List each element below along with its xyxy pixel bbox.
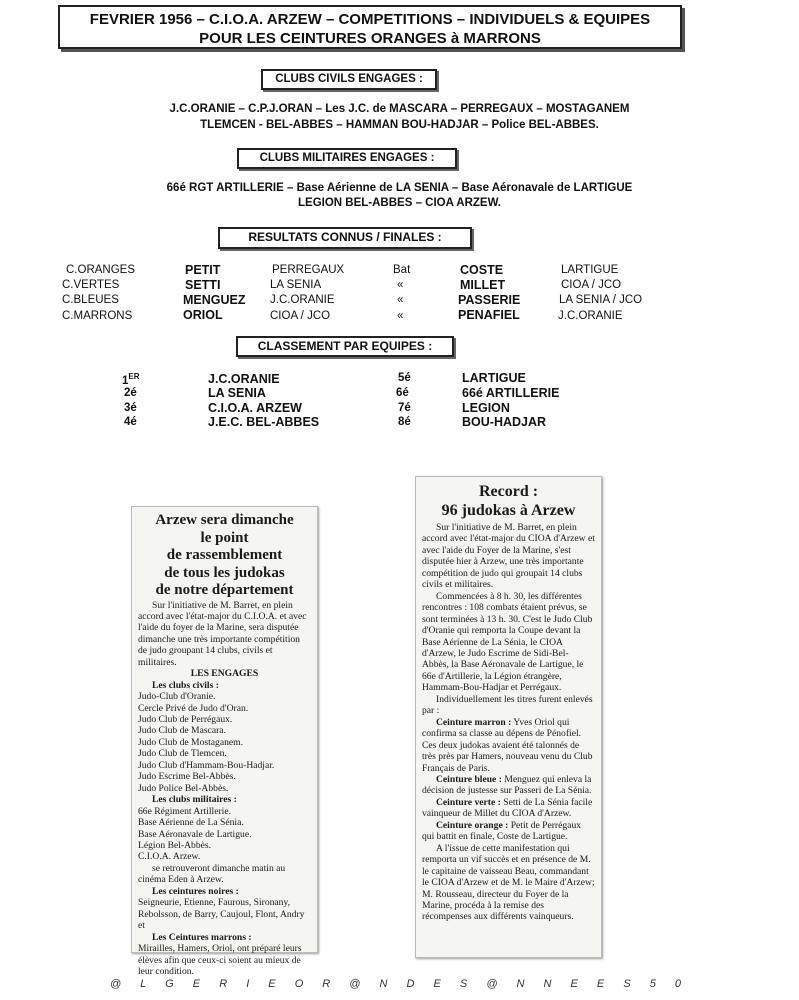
clipping-line: Base Aéronavale de Lartigue. [138, 828, 252, 840]
clipping-headline: Arzew sera dimanche le point de rassemblement de tous les judokas de notre département [155, 512, 294, 598]
loser-club: LARTIGUE [561, 264, 619, 276]
ranking-label: CLASSEMENT PAR EQUIPES : [236, 336, 454, 357]
versus: « [397, 294, 404, 306]
clipping-subhead: Les clubs militaires : [152, 794, 237, 806]
loser: COSTE [460, 263, 504, 277]
civil-clubs-line-1: J.C.ORANIE – C.P.J.ORAN – Les J.C. de MASCARA – PERREGAUX – MOSTAGANEM [169, 103, 630, 115]
clipping-line: Judo Club de Mostaganem. [138, 736, 243, 748]
clipping-subhead: Les Ceintures marrons : [152, 931, 252, 943]
winner-club: J.C.ORANIE [270, 294, 335, 306]
belt: C.BLEUES [62, 294, 119, 306]
rank-number: 6é [396, 387, 409, 399]
belt: C.VERTES [62, 279, 120, 291]
clipping-intro: Sur l'initiative de M. Barret, en plein accord avec l'état-major du C.I.O.A. et avec l'aide du foyer de la Marine, sera disputée dimanche une très importante compétition de judo groupant 14 clubs, civils et militaires. [138, 599, 307, 668]
clipping-paragraph: Mirailles, Hamers, Oriol, ont préparé leurs élèves afin que ceux-ci soient au mieux de leur condition. [138, 943, 302, 977]
results-label: RESULTATS CONNUS / FINALES : [218, 227, 472, 249]
team-name: BOU-HADJAR [462, 415, 547, 429]
winner-club: LA SENIA [270, 279, 322, 291]
team-name: 66é ARTILLERIE [462, 386, 560, 400]
loser-club: LA SENIA / JCO [559, 294, 643, 306]
team-name: LARTIGUE [462, 371, 526, 385]
clipping-line: Judo-Club d'Oranie. [138, 691, 216, 703]
clipping-headline: Record : 96 judokas à Arzew [441, 483, 576, 519]
versus: « [397, 279, 404, 291]
clipping-line: Judo Club de Perrégaux. [138, 714, 233, 726]
clipping-paragraph: Seigneurie, Etienne, Faurous, Sironany, Rebolsson, de Barry, Caujoul, Flont, Andry et [138, 897, 305, 932]
clipping-line: Base Aérienne de La Sénia. [138, 817, 244, 829]
clipping-line: C.I.O.A. Arzew. [138, 851, 201, 863]
team-name: LEGION [462, 401, 510, 415]
clipping-paragraph: A l'issue de cette manifestation qui remporta un vif succès et en présence de M. le capitaine de vaisseau Beau, commandant le CIOA d'Arzew et de M. le Maire d'Arzew; M. Rousseau, directeur du Foyer de la Marine, procéda à la remise des récompenses aux différents vainqueurs. [422, 842, 595, 923]
winner-club: CIOA / JCO [270, 310, 331, 322]
title-line-2: POUR LES CEINTURES ORANGES à MARRONS [199, 30, 541, 47]
winner: ORIOL [183, 308, 223, 322]
rank-number: 5é [398, 372, 411, 384]
clipping-line: Judo Club d'Hammam-Bou-Hadjar. [138, 759, 275, 771]
clipping-line: Judo Club de Tlemcen. [138, 748, 227, 760]
loser-club: J.C.ORANIE [558, 310, 623, 322]
military-clubs-label: CLUBS MILITAIRES ENGAGES : [237, 148, 457, 169]
footer-watermark: @ L G E R I E O R @ N D E S @ N N E E S 5 0 [109, 978, 690, 990]
rank-number: 3é [124, 402, 137, 414]
winner-club: PERREGAUX [272, 264, 345, 276]
clipping-paragraph: Individuellement les titres furent enlevés par : [422, 693, 593, 717]
clipping-line: Judo Club de Mascara. [138, 725, 226, 737]
winner: PETIT [185, 263, 221, 277]
title-line-1: FEVRIER 1956 – C.I.O.A. ARZEW – COMPETITIONS – INDIVIDUELS & EQUIPES [89, 11, 651, 28]
clipping-line: Cercle Privé de Judo d'Oran. [138, 702, 249, 714]
loser: PASSERIE [458, 293, 521, 307]
rank-number: 2é [124, 387, 137, 399]
rank-number: 1ER [122, 372, 140, 387]
page-title-box [58, 5, 682, 49]
belt: C.MARRONS [62, 310, 133, 322]
rank-number: 4é [124, 416, 137, 428]
clipping-subhead: Les clubs civils : [152, 679, 219, 691]
versus: « [397, 310, 404, 322]
loser-club: CIOA / JCO [561, 279, 622, 291]
newspaper-clipping-right [415, 476, 602, 958]
civil-clubs-label: CLUBS CIVILS ENGAGES : [261, 69, 437, 90]
clipping-paragraph: Ceinture marron : Yves Oriol qui confirma sa classe au dépens de Pénofiel. Ces deux judokas avaient été talonnés de très près par Hamers, nouveau venu du Club Français de Paris. [422, 716, 593, 774]
clipping-paragraph: Sur l'initiative de M. Barret, en plein accord avec l'état-major du CIOA d'Arzew et avec l'aide du Foyer de la Marine, s'est disputée hier à Arzew, une très importante compétition de judo qui groupait 14 clubs civils et militaires. [422, 522, 595, 591]
clipping-subhead: LES ENGAGES [190, 668, 259, 680]
loser: MILLET [460, 278, 506, 292]
clipping-line: Judo Police Bel-Abbès. [138, 782, 229, 794]
clipping-paragraph: Ceinture bleue : Menguez qui enleva la décision de justesse sur Passeri de La Sénia. [422, 773, 592, 797]
military-clubs-line-2: LEGION BEL-ABBES – CIOA ARZEW. [298, 197, 501, 209]
winner: SETTI [185, 278, 221, 292]
team-name: C.I.O.A. ARZEW [208, 401, 302, 415]
team-name: J.C.ORANIE [208, 372, 280, 386]
versus: Bat [393, 264, 411, 276]
clipping-line: Judo Escrime Bel-Abbès. [138, 771, 236, 783]
loser: PENAFIEL [458, 308, 520, 322]
clipping-paragraph: Ceinture verte : Setti de La Sénia facile vainqueur de Millet du CIOA d'Arzew. [422, 796, 593, 820]
clipping-line: 66e Régiment Artillerie. [138, 805, 231, 817]
civil-clubs-line-2: TLEMCEN - BEL-ABBES – HAMMAN BOU-HADJAR – Police BEL-ABBES. [200, 119, 599, 131]
rank-number: 7é [398, 402, 411, 414]
team-name: J.E.C. BEL-ABBES [208, 415, 320, 429]
newspaper-clipping-left [131, 506, 318, 977]
military-clubs-line-1: 66é RGT ARTILLERIE – Base Aérienne de LA SENIA – Base Aéronavale de LARTIGUE [166, 182, 633, 194]
team-name: LA SENIA [208, 386, 266, 400]
belt: C.ORANGES [66, 264, 136, 276]
clipping-paragraph: Commencées à 8 h. 30, les différentes rencontres : 108 combats étaient prévus, se sont terminées à 13 h. 30. C'est le Judo Club d'Oranie qui remporta la Coupe devant la Base Aérienne de La Sénia, le CIOA d'Arzew, le Judo Escrime de Sidi-Bel-Abbès, la Base Aéronavale de Lartigue, le 66e d'Artillerie, la Légion étrangère, Hammam-Bou-Hadjar et Perrégaux. [422, 590, 593, 694]
rank-number: 8é [398, 416, 411, 428]
clipping-paragraph: Ceinture orange : Petit de Perrégaux qui battit en finale, Coste de Lartigue. [422, 819, 582, 843]
clipping-line: Légion Bel-Abbès. [138, 840, 212, 852]
clipping-subhead: Les ceintures noires : [152, 885, 239, 897]
clipping-paragraph: se retrouveront dimanche matin au cinéma Eden à Arzew. [138, 862, 286, 886]
winner: MENGUEZ [183, 293, 246, 307]
